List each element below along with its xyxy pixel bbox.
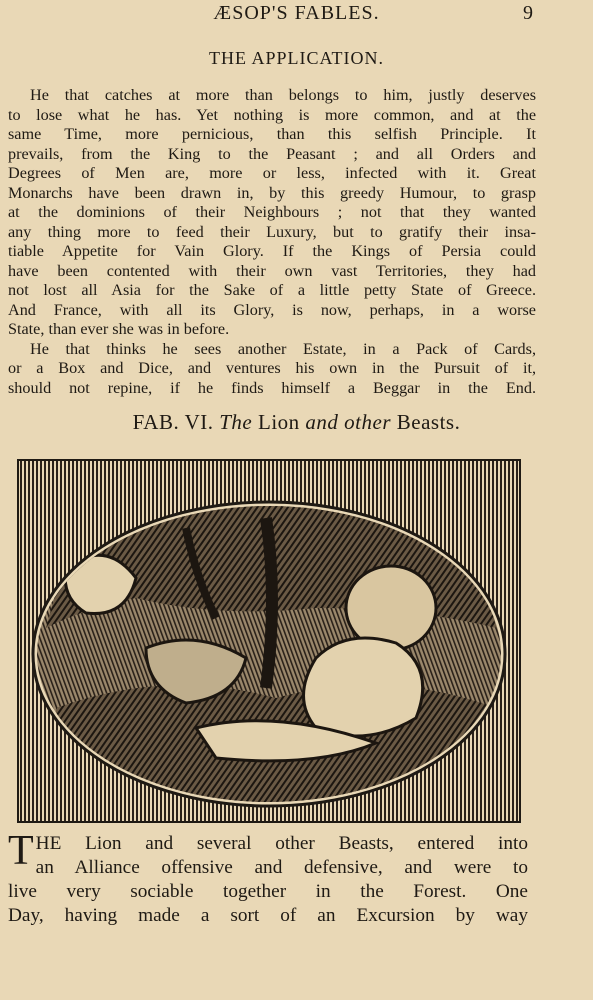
text-line: an Alliance offensive and defensive, and were to	[35, 857, 528, 878]
page-number: 9	[523, 2, 533, 24]
text-line: have been contented with their own vast Territories, they had	[8, 261, 536, 280]
text-line: at the dominions of their Neighbours ; not that they wanted	[8, 203, 536, 221]
fable-title-beasts: Beasts.	[396, 410, 461, 434]
text-line: prevails, from the King to the Peasant ; and all Orders and	[8, 144, 536, 163]
fable-number: FAB. VI.	[132, 410, 214, 434]
text-line: should not repine, if he finds himself a Beggar in the End.	[8, 378, 536, 397]
woodcut-illustration	[16, 458, 522, 824]
text-line: He that catches at more than belongs to him, justly deserves	[30, 86, 536, 104]
text-line: to lose what he has. Yet nothing is more common, and at the	[8, 105, 536, 124]
fable-title-other: other	[344, 410, 391, 434]
fable-title-the: The	[219, 410, 253, 434]
text-line: same Time, more pernicious, than this selfish Principle. It	[8, 125, 536, 143]
fable-text	[8, 828, 528, 928]
text-line: not lost all Asia for the Sake of a little petty State of Greece.	[8, 281, 536, 299]
application-text	[8, 86, 536, 398]
text-line: HE Lion and several other Beasts, entered into	[35, 833, 528, 854]
text-line: Day, having made a sort of an Excursion by way	[8, 905, 528, 926]
fable-title-lion: Lion	[258, 410, 300, 434]
running-head	[0, 2, 593, 30]
running-title: ÆSOP'S FABLES.	[213, 2, 380, 24]
text-line: live very sociable together in the Forest. One	[8, 881, 528, 902]
application-heading: THE APPLICATION.	[208, 48, 384, 68]
text-line: any thing more to feed their Luxury, but to gratify their insa-	[8, 222, 536, 241]
fable-title-and: and	[305, 410, 339, 434]
drop-cap: T	[8, 828, 34, 874]
text-line: Degrees of Men are, more or less, infected with it. Great	[8, 164, 536, 182]
fable-title	[0, 410, 593, 435]
text-line: And France, with all its Glory, is now, perhaps, in a worse	[8, 300, 536, 319]
text-line: or a Box and Dice, and ventures his own in the Pursuit of it,	[8, 359, 536, 377]
text-line: Monarchs have been drawn in, by this greedy Humour, to grasp	[8, 183, 536, 202]
text-line: He that thinks he sees another Estate, in a Pack of Cards,	[30, 339, 536, 358]
text-line: State, than ever she was in before.	[8, 320, 230, 338]
text-line: tiable Appetite for Vain Glory. If the Kings of Persia could	[8, 242, 536, 260]
